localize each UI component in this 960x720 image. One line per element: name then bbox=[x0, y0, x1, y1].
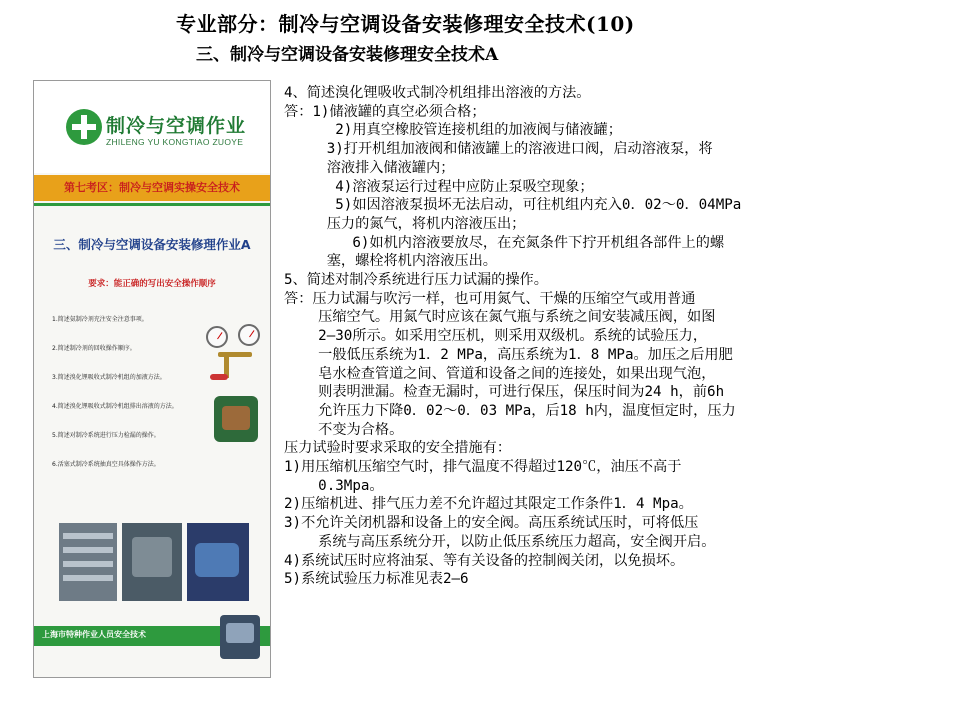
poster-item: 2.简述制冷剂的回收操作顺序。 bbox=[52, 345, 136, 352]
text-line: 5、简述对制冷系统进行压力试漏的操作。 bbox=[284, 272, 548, 289]
text-line: 溶液排入储液罐内； bbox=[284, 159, 455, 176]
text-line: 2—30所示。如采用空压机，则采用双级机。系统的试验压力， bbox=[284, 328, 708, 345]
refrigeration-unit-icon bbox=[220, 615, 260, 659]
training-poster bbox=[33, 80, 271, 678]
text-line: 2)压缩机进、排气压力差不允许超过其限定工作条件1．4 Mpa。 bbox=[284, 496, 693, 513]
text-line: 5)系统试验压力标准见表2—6 bbox=[284, 571, 469, 588]
text-line: 5)如因溶液泵损坏无法启动，可往机组内充入0．02～0．04MPa bbox=[284, 197, 742, 214]
text-line: 4)溶液泵运行过程中应防止泵吸空现象； bbox=[284, 178, 594, 195]
poster-item: 5.简述对制冷系统进行压力检漏的操作。 bbox=[52, 432, 160, 439]
text-line: 4、简述溴化锂吸收式制冷机组排出溶液的方法。 bbox=[284, 85, 591, 101]
text-line: 压缩空气。用氮气时应该在氮气瓶与系统之间安装减压阀，如图 bbox=[284, 309, 716, 326]
poster-item: 6.活塞式制冷系统抽真空具体操作方法。 bbox=[52, 461, 160, 468]
equipment-photo-1 bbox=[59, 523, 117, 601]
green-cross-logo-icon bbox=[66, 109, 102, 145]
text-line: 允许压力下降0．02～0．03 MPa，后18 h内，温度恒定时，压力 bbox=[284, 402, 736, 419]
poster-item: 1.简述氨制冷剂充注安全注意事项。 bbox=[52, 316, 148, 323]
text-line: 答：1)储液罐的真空必须合格； bbox=[284, 103, 486, 120]
text-line: 4)系统试压时应将油泵、等有关设备的控制阀关闭，以免损坏。 bbox=[284, 552, 685, 569]
poster-item-list bbox=[52, 315, 202, 489]
pressure-gauges-icon bbox=[204, 316, 264, 386]
poster-band bbox=[34, 175, 270, 201]
compressor-machine-icon bbox=[214, 396, 258, 442]
text-line: 6)如机内溶液要放尽，在充氮条件下拧开机组各部件上的螺 bbox=[284, 234, 725, 251]
poster-brand: 制冷与空调作业 bbox=[106, 115, 247, 137]
answer-text bbox=[284, 84, 954, 589]
poster-band-text: 第七考区：制冷与空调实操安全技术 bbox=[64, 181, 240, 194]
poster-header bbox=[34, 81, 270, 173]
page-subtitle: 三、制冷与空调设备安装修理安全技术A bbox=[196, 45, 499, 65]
text-line: 3)打开机组加液阀和储液罐上的溶液进口阀，启动溶液泵，将 bbox=[284, 141, 713, 158]
poster-divider bbox=[34, 203, 270, 206]
text-line: 答：压力试漏与吹污一样，也可用氮气、干燥的压缩空气或用普通 bbox=[284, 290, 696, 307]
text-line: 不变为合格。 bbox=[284, 421, 404, 438]
poster-item: 3.简述溴化锂吸收式制冷机组的加液方法。 bbox=[52, 374, 166, 381]
text-line: 1)用压缩机压缩空气时，排气温度不得超过120℃，油压不高于 bbox=[284, 459, 682, 476]
text-line: 则表明泄漏。检查无漏时，可进行保压，保压时间为24 h，前6h bbox=[284, 384, 725, 401]
text-line: 塞，螺栓将机内溶液压出。 bbox=[284, 253, 497, 270]
equipment-photos bbox=[59, 523, 249, 603]
text-line: 压力的氮气，将机内溶液压出； bbox=[284, 215, 526, 232]
poster-item: 4.简述溴化锂吸收式制冷机组排出溶液的方法。 bbox=[52, 403, 178, 410]
text-line: 0.3Mpa。 bbox=[284, 477, 384, 494]
equipment-photo-3 bbox=[187, 523, 249, 601]
poster-footer-text: 上海市特种作业人员安全技术 bbox=[42, 630, 146, 639]
text-line: 一般低压系统为1．2 MPa，高压系统为1．8 MPa。加压之后用肥 bbox=[284, 346, 733, 363]
poster-requirement: 要求：能正确的写出安全操作顺序 bbox=[88, 279, 216, 289]
text-line: 皂水检查管道之间、管道和设备之间的连接处，如果出现气泡， bbox=[284, 365, 716, 382]
poster-pinyin: ZHILENG YU KONGTIAO ZUOYE bbox=[106, 137, 244, 147]
page-title: 专业部分：制冷与空调设备安装修理安全技术(10) bbox=[176, 12, 635, 36]
text-line: 系统与高压系统分开，以防止低压系统压力超高，安全阀开启。 bbox=[284, 533, 716, 550]
text-line: 2)用真空橡胶管连接机组的加液阀与储液罐； bbox=[284, 122, 622, 139]
poster-heading: 三、制冷与空调设备安装修理作业A bbox=[53, 237, 251, 252]
text-line: 压力试验时要求采取的安全措施有： bbox=[284, 440, 512, 457]
text-line: 3)不允许关闭机器和设备上的安全阀。高压系统试压时，可将低压 bbox=[284, 515, 699, 532]
equipment-photo-2 bbox=[122, 523, 182, 601]
